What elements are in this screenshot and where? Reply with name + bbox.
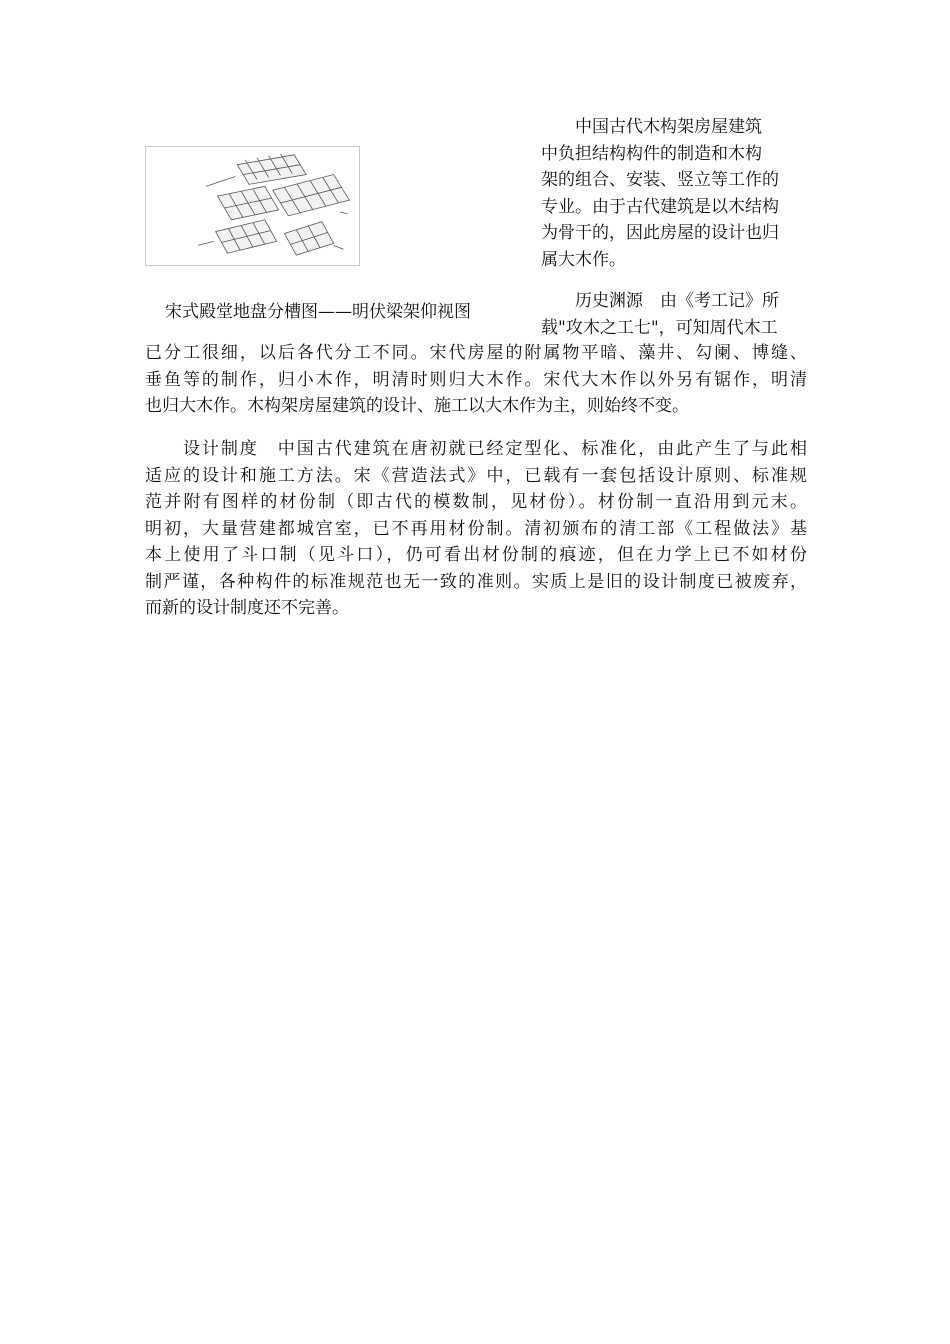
paragraph-line: 为骨干的，因此房屋的设计也归 <box>541 223 779 243</box>
paragraph-line: 设计制度 中国古代建筑在唐初就已经定型化、标准化，由此产生了与此相 <box>145 439 807 459</box>
paragraph-line: 架的组合、安装、竖立等工作的 <box>541 170 779 190</box>
paragraph-line: 而新的设计制度还不完善。 <box>145 598 349 618</box>
paragraph-line: 中负担结构构件的制造和木构 <box>541 143 762 164</box>
paragraph-history-head <box>541 288 809 341</box>
paragraph-design-system <box>145 436 807 622</box>
figure-caption: 宋式殿堂地盘分槽图——明伏梁架仰视图 <box>165 302 471 322</box>
paragraph-line: 载"攻木之工七"，可知周代木工 <box>541 317 778 338</box>
floor-plan-illustration <box>146 147 359 265</box>
paragraph-line: 历史渊源 由《考工记》所 <box>541 291 779 311</box>
paragraph-line: 专业。由于古代建筑是以木结构 <box>541 196 779 217</box>
paragraph-line: 本上使用了斗口制（见斗口），仍可看出材份制的痕迹，但在力学上已不如材份 <box>145 545 807 565</box>
paragraph-history-body <box>145 340 807 420</box>
paragraph-line: 中国古代木构架房屋建筑 <box>541 117 762 137</box>
floor-plan-figure <box>145 146 360 266</box>
paragraph-line: 范并附有图样的材份制（即古代的模数制，见材份）。材份制一直沿用到元末。 <box>145 492 807 512</box>
paragraph-line: 制严谨，各种构件的标准规范也无一致的准则。实质上是旧的设计制度已被废弃， <box>145 571 807 592</box>
paragraph-line: 明初，大量营建都城宫室，已不再用材份制。清初颁布的清工部《工程做法》基 <box>145 518 807 539</box>
paragraph-line: 适应的设计和施工方法。宋《营造法式》中，已载有一套包括设计原则、标准规 <box>145 465 807 486</box>
paragraph-line: 也归大木作。木构架房屋建筑的设计、施工以大木作为主，则始终不变。 <box>145 396 689 416</box>
paragraph-line: 已分工很细，以后各代分工不同。宋代房屋的附属物平暗、藻井、勾阑、博缝、 <box>145 343 807 363</box>
paragraph-line: 属大木作。 <box>541 249 626 270</box>
paragraph-intro <box>541 114 809 273</box>
paragraph-line: 垂鱼等的制作，归小木作，明清时则归大木作。宋代大木作以外另有锯作，明清 <box>145 369 807 390</box>
